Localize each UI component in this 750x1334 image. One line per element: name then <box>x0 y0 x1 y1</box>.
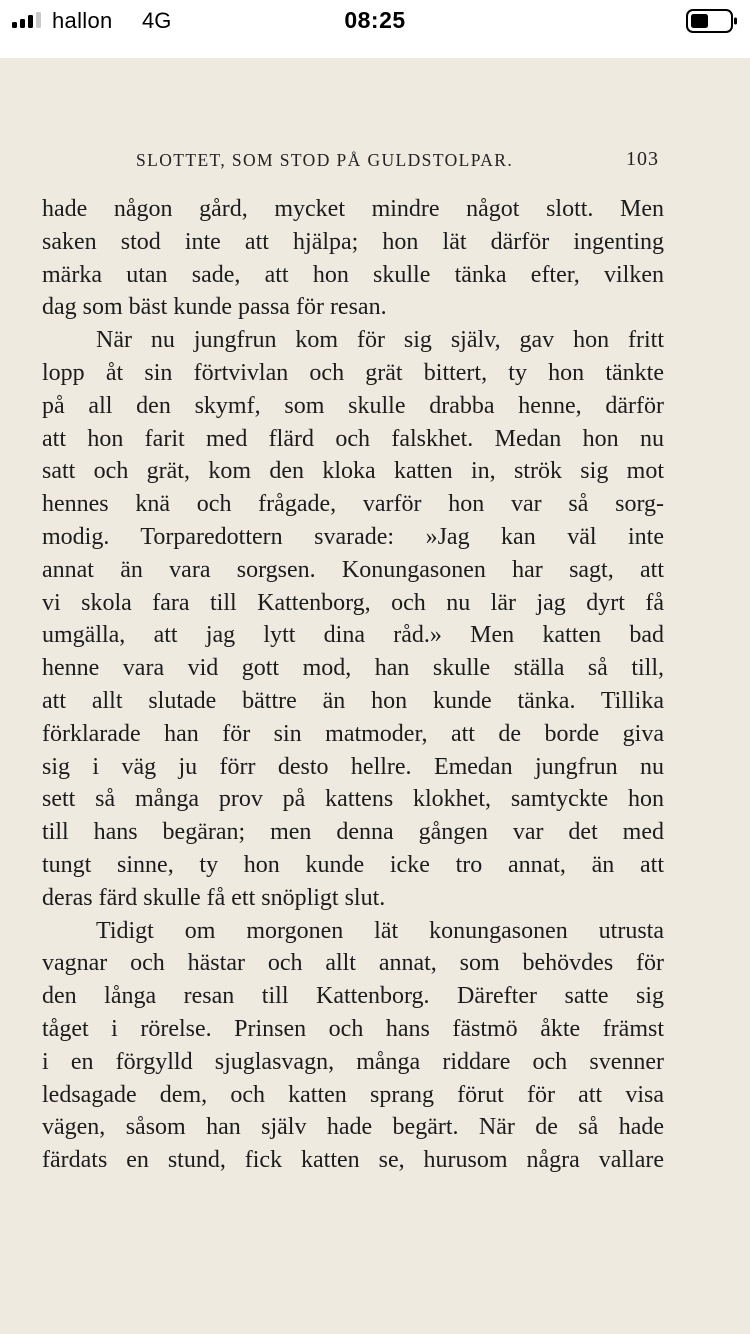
text-line: att allt slutade bättre än hon kunde tänka. Tillika <box>42 687 664 714</box>
text-line: vi skola fara till Kattenborg, och nu lär jag dyrt få <box>42 589 664 616</box>
text-line: i en förgylld sjuglasvagn, många riddare och svenner <box>42 1048 664 1075</box>
text-line: hade någon gård, mycket mindre något slott. Men <box>42 196 664 222</box>
text-line: förklarade han för sin matmoder, att de borde giva <box>42 720 664 747</box>
text-line: färdats en stund, fick katten se, hurusom några vallare <box>42 1147 664 1174</box>
text-line: deras färd skulle få ett snöpligt slut. <box>42 884 386 911</box>
text-line: att hon farit med flärd och falskhet. Medan hon nu <box>42 425 664 452</box>
carrier-name: hallon <box>52 8 113 33</box>
text-line: till hans begäran; men denna gången var det med <box>42 819 664 846</box>
text-line: saken stod inte att hjälpa; hon lät därför ingenting <box>42 228 664 255</box>
text-line: på all den skymf, som skulle drabba henne, därför <box>42 392 664 419</box>
status-bar <box>0 0 750 58</box>
text-line: vagnar och hästar och allt annat, som behövdes för <box>42 950 664 977</box>
text-line: hennes knä och frågade, varför hon var så sorg- <box>42 491 664 518</box>
text-line: sig i väg ju förr desto hellre. Emedan jungfrun nu <box>42 753 664 780</box>
text-line: dag som bäst kunde passa för resan. <box>42 294 387 321</box>
running-head <box>0 150 750 174</box>
text-line: tungt sinne, ty hon kunde icke tro annat, än att <box>42 851 664 878</box>
text-line: När nu jungfrun kom för sig själv, gav hon fritt <box>96 327 664 354</box>
text-line: märka utan sade, att hon skulle tänka efter, vilken <box>42 261 664 288</box>
text-line: annat än vara sorgsen. Konungasonen har sagt, att <box>42 556 664 583</box>
text-line: lopp åt sin förtvivlan och grät bittert, ty hon tänkte <box>42 359 664 386</box>
text-line: vägen, såsom han själv hade begärt. När de så hade <box>42 1114 664 1141</box>
book-page[interactable] <box>0 58 750 1334</box>
running-title: SLOTTET, SOM STOD PÅ GULDSTOLPAR. <box>136 150 514 170</box>
text-line: tåget i rörelse. Prinsen och hans fästmö åkte främst <box>42 1015 664 1042</box>
page-number: 103 <box>626 148 659 170</box>
clock: 08:25 <box>344 7 406 33</box>
text-line: henne vara vid gott mod, han skulle ställa så till, <box>42 655 664 682</box>
text-line: sett så många prov på kattens klokhet, samtyckte hon <box>42 786 664 813</box>
text-line: ledsagade dem, och katten sprang förut för att visa <box>42 1081 664 1108</box>
text-line: modig. Torparedottern svarade: »Jag kan väl inte <box>42 523 664 550</box>
network-type: 4G <box>142 8 172 33</box>
text-line: Tidigt om morgonen lät konungasonen utrusta <box>96 917 664 944</box>
text-line: den långa resan till Kattenborg. Därefter satte sig <box>42 983 664 1010</box>
battery-icon <box>686 9 738 33</box>
body-text <box>42 193 664 1177</box>
text-line: satt och grät, kom den kloka katten in, strök sig mot <box>42 458 664 485</box>
text-line: umgälla, att jag lytt dina råd.» Men katten bad <box>42 622 664 649</box>
